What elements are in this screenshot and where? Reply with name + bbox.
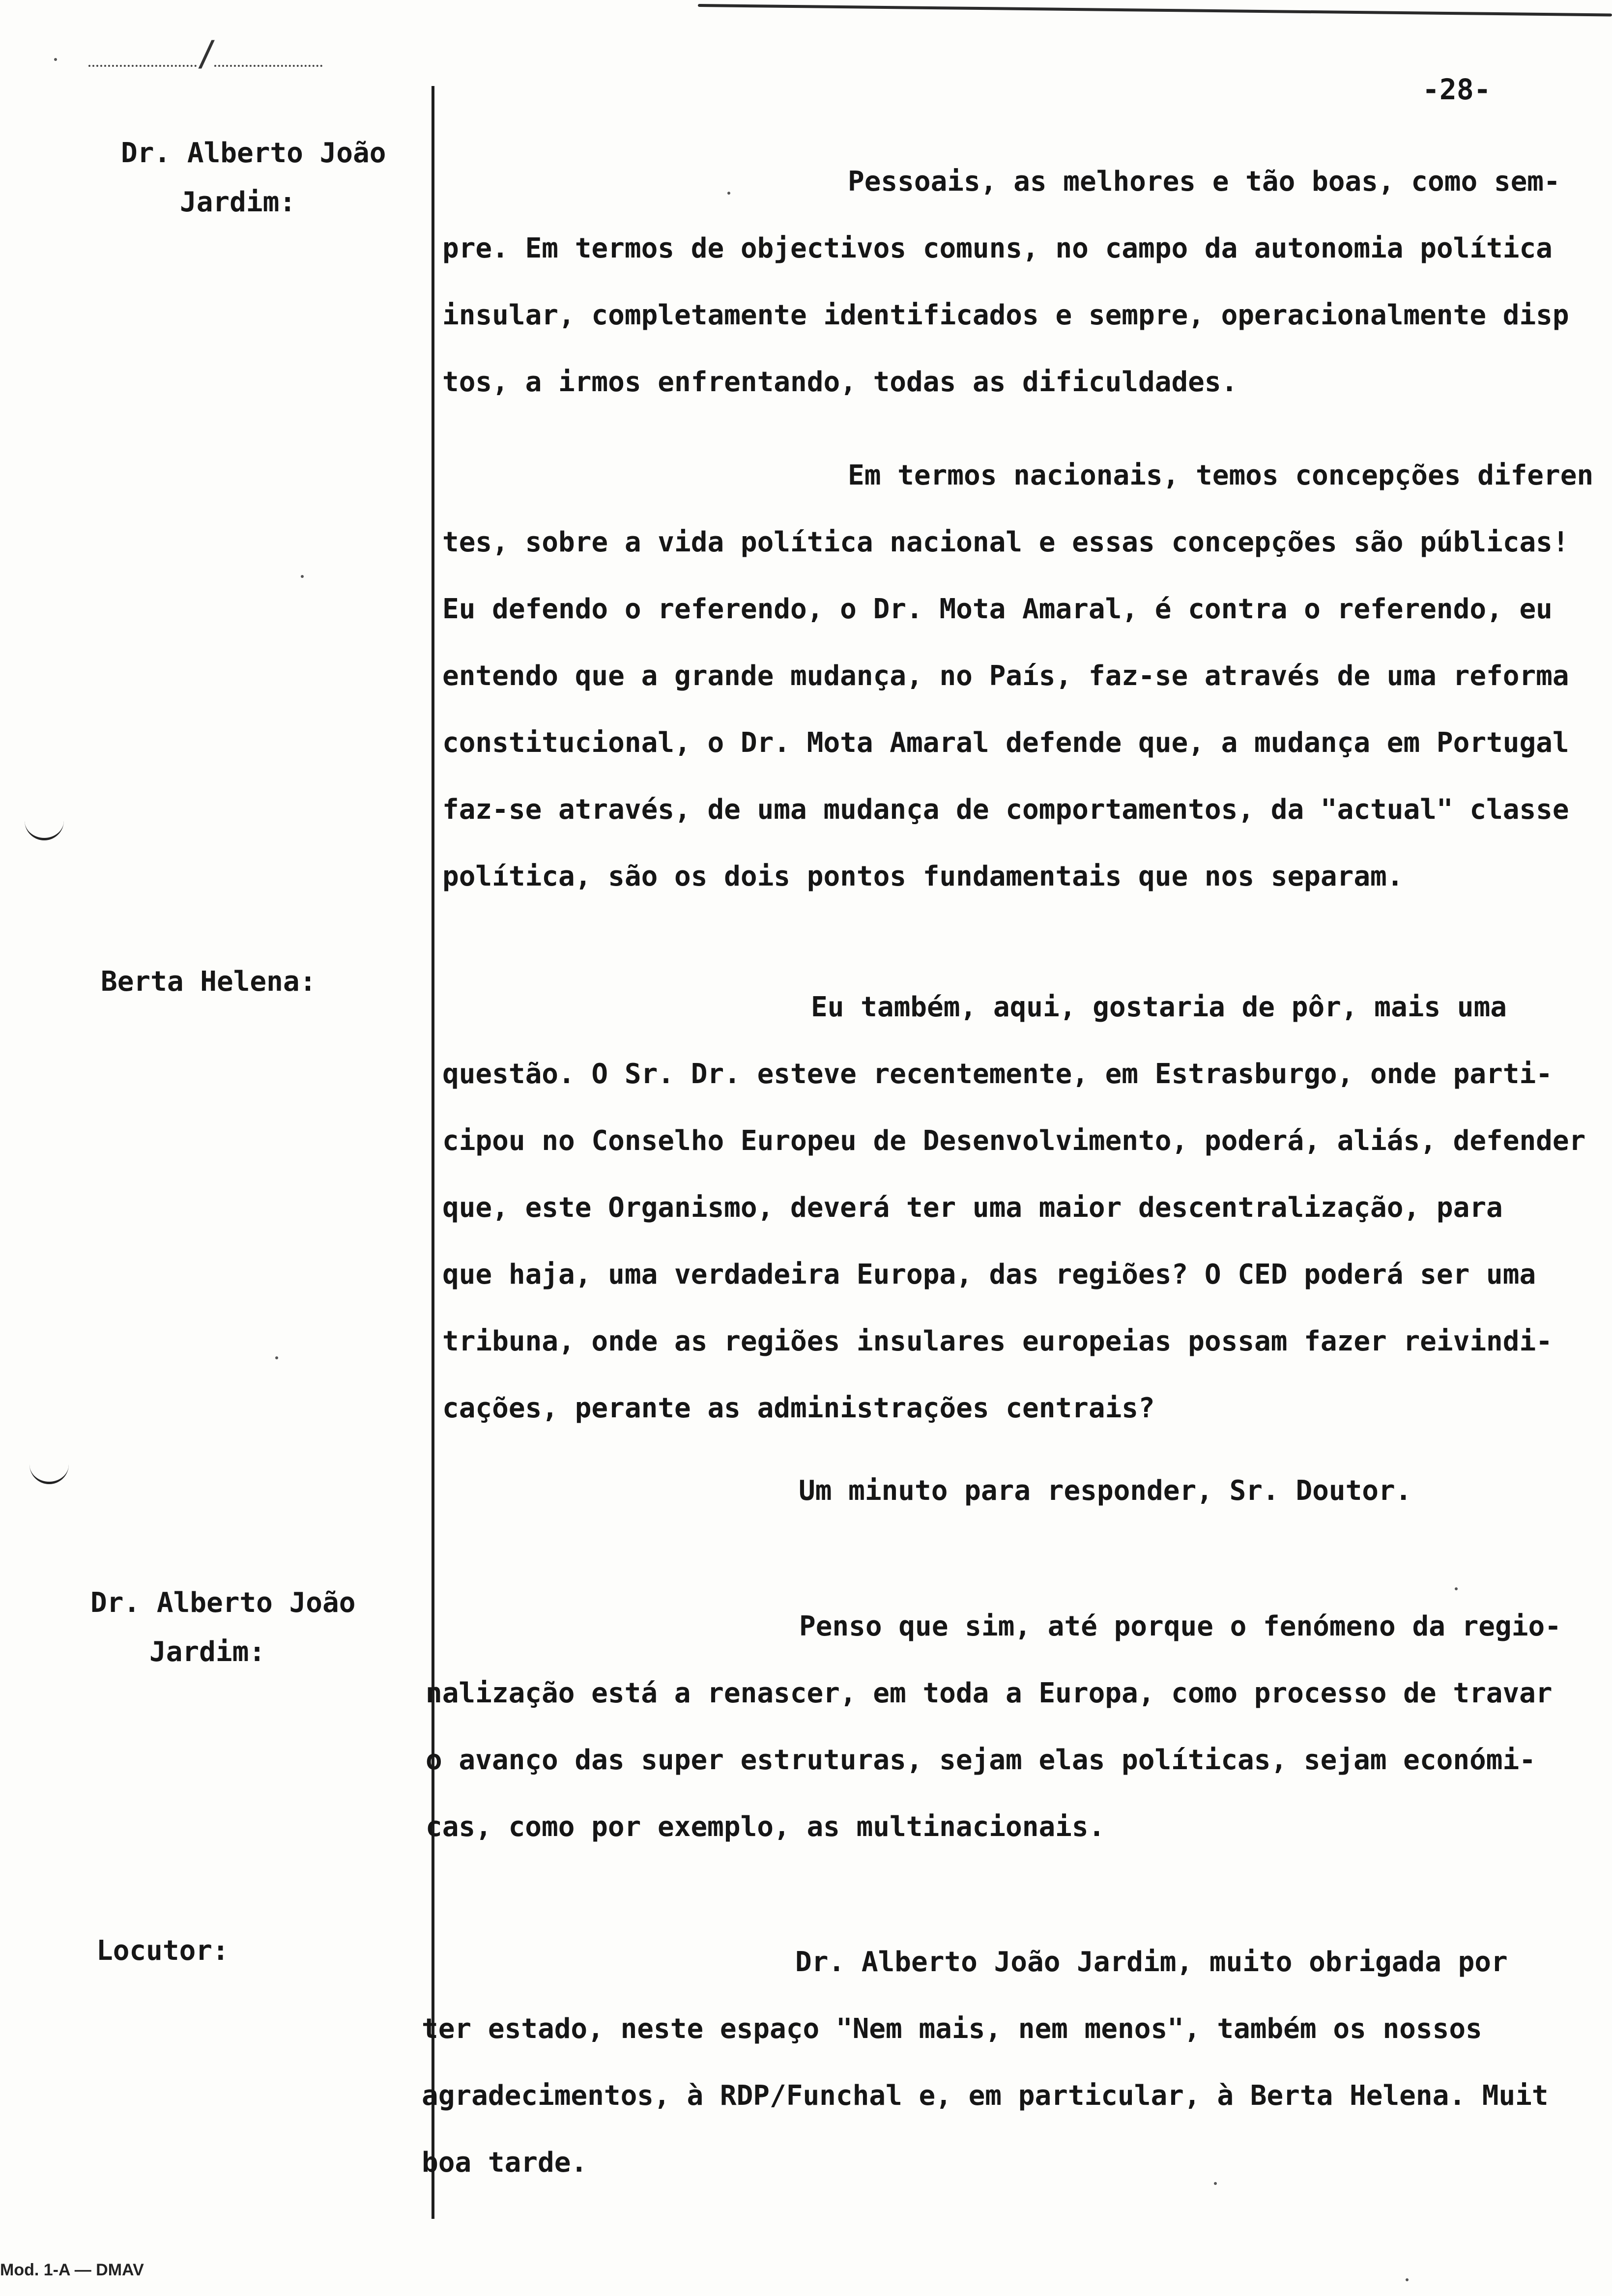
- scan-speck: [1455, 1587, 1458, 1590]
- scan-speck: [54, 58, 57, 61]
- margin-mark: [29, 1462, 69, 1484]
- text-line: pre. Em termos de objectivos comuns, no campo da autonomia política: [442, 232, 1553, 264]
- text-line: boa tarde.: [422, 2147, 588, 2179]
- text-line: Eu defendo o referendo, o Dr. Mota Amaral, é contra o referendo, eu: [442, 593, 1553, 625]
- text-line: cas, como por exemplo, as multinacionais.: [426, 1811, 1105, 1843]
- speaker-label: [121, 129, 386, 227]
- text-line: insular, completamente identificados e sempre, operacionalmente disp: [442, 299, 1569, 331]
- text-line: nalização está a renascer, em toda a Europa, como processo de travar: [426, 1677, 1553, 1709]
- speaker-name-cont: Jardim:: [149, 1636, 266, 1668]
- text-line: tos, a irmos enfrentando, todas as dificuldades.: [442, 366, 1238, 398]
- speaker-name: Dr. Alberto João: [90, 1587, 356, 1619]
- speaker-name: Berta Helena:: [101, 966, 317, 998]
- speaker-name-cont: Jardim:: [180, 186, 296, 218]
- speaker-name: Locutor:: [96, 1935, 229, 1967]
- page-number: -28-: [1422, 73, 1491, 106]
- handwritten-top-mark: /: [88, 33, 322, 74]
- speaker-label: [101, 957, 316, 1006]
- scan-speck: [727, 192, 730, 195]
- scan-speck: [301, 575, 304, 578]
- text-line: Um minuto para responder, Sr. Doutor.: [799, 1475, 1412, 1507]
- text-line: entendo que a grande mudança, no País, faz-se através de uma reforma: [442, 660, 1569, 692]
- text-line: cipou no Conselho Europeu de Desenvolvimento, poderá, aliás, defender: [442, 1125, 1586, 1157]
- text-line: tribuna, onde as regiões insulares europeias possam fazer reivindi-: [442, 1325, 1553, 1357]
- paragraph: [442, 974, 1612, 1442]
- scan-speck: [1214, 2182, 1217, 2185]
- paragraph: [442, 148, 1612, 416]
- text-line: tes, sobre a vida política nacional e essas concepções são públicas!: [442, 526, 1569, 558]
- text-line: Eu também, aqui, gostaria de pôr, mais uma: [811, 991, 1507, 1023]
- speaker-label: [96, 1926, 229, 1976]
- scan-speck: [1406, 2278, 1409, 2281]
- text-line: agradecimentos, à RDP/Funchal e, em particular, à Berta Helena. Muit: [422, 2080, 1549, 2112]
- paragraph: [422, 1929, 1591, 2196]
- margin-divider: [432, 86, 434, 2219]
- text-line: Penso que sim, até porque o fenómeno da regio-: [799, 1610, 1561, 1642]
- text-line: o avanço das super estruturas, sejam elas políticas, sejam económi-: [426, 1744, 1536, 1776]
- paragraph: [442, 1458, 1612, 1524]
- paragraph: [426, 1593, 1595, 1861]
- top-edge-rule: [698, 4, 1612, 16]
- text-line: ter estado, neste espaço "Nem mais, nem menos", também os nossos: [422, 2013, 1482, 2045]
- text-line: Em termos nacionais, temos concepções diferen: [848, 459, 1594, 491]
- text-line: que haja, uma verdadeira Europa, das regiões? O CED poderá ser uma: [442, 1259, 1536, 1291]
- text-line: que, este Organismo, deverá ter uma maior descentralização, para: [442, 1192, 1503, 1224]
- speaker-name: Dr. Alberto João: [121, 137, 386, 169]
- text-line: Pessoais, as melhores e tão boas, como sem-: [848, 166, 1560, 198]
- text-line: política, são os dois pontos fundamentais que nos separam.: [442, 861, 1404, 892]
- text-line: faz-se através, de uma mudança de comportamentos, da "actual" classe: [442, 794, 1569, 826]
- form-code-footer: Mod. 1-A — DMAV: [0, 2261, 144, 2279]
- paragraph: [442, 442, 1612, 910]
- margin-mark: [25, 818, 64, 840]
- text-line: cações, perante as administrações centrais?: [442, 1392, 1155, 1424]
- text-line: questão. O Sr. Dr. esteve recentemente, em Estrasburgo, onde parti-: [442, 1058, 1553, 1090]
- speaker-label: [90, 1578, 355, 1677]
- text-line: Dr. Alberto João Jardim, muito obrigada por: [795, 1946, 1508, 1978]
- scan-speck: [275, 1356, 278, 1359]
- text-line: constitucional, o Dr. Mota Amaral defende que, a mudança em Portugal: [442, 727, 1569, 759]
